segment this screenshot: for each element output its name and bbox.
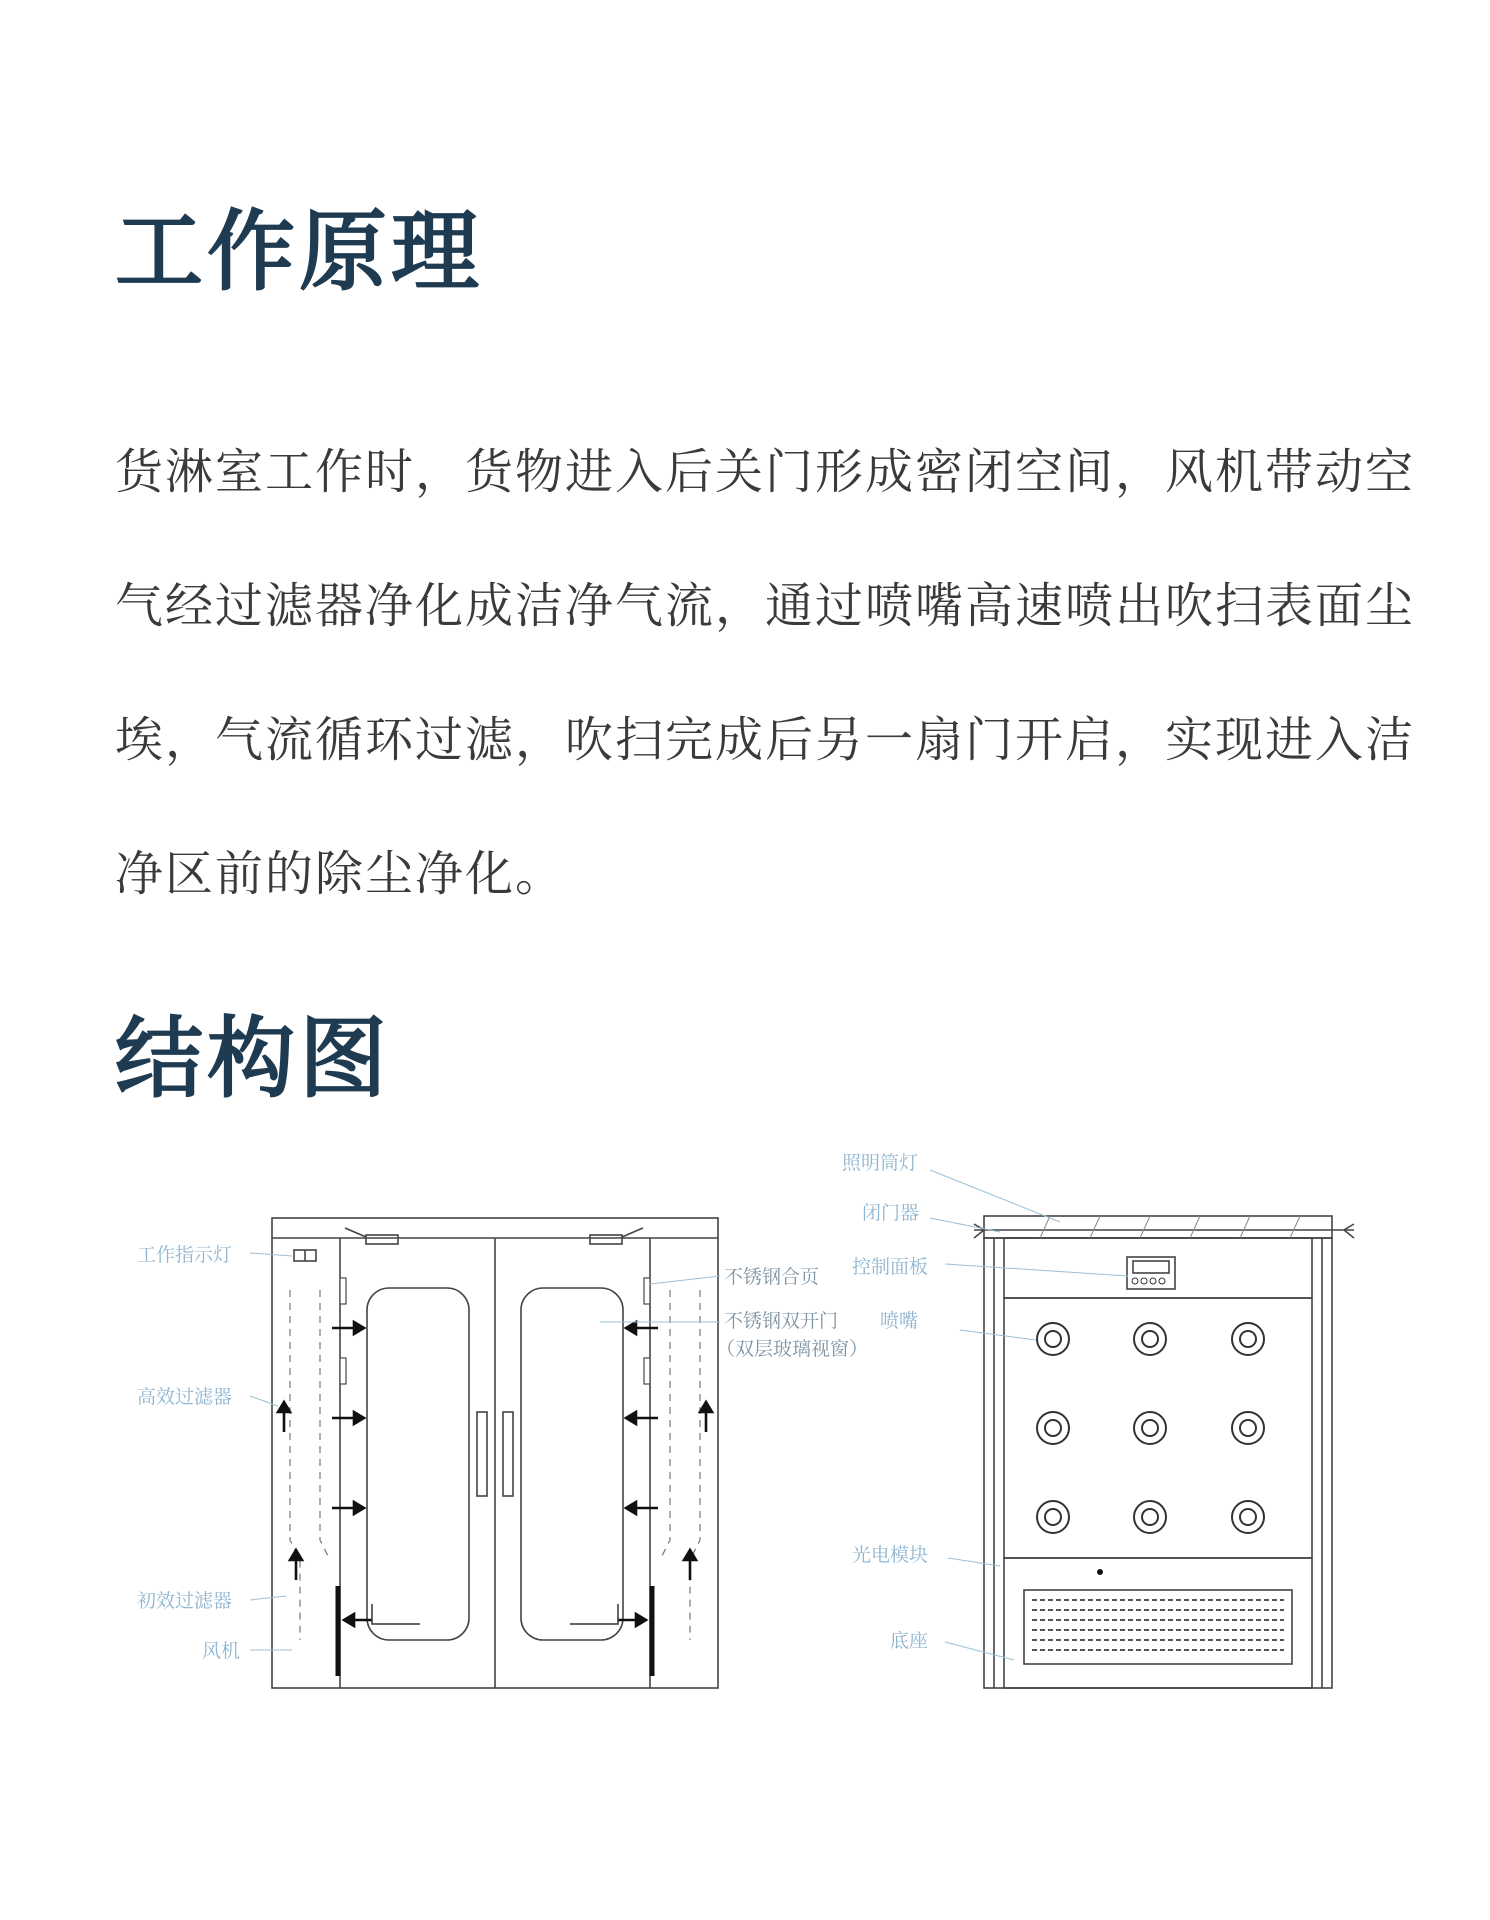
label-base: 底座 <box>890 1630 929 1652</box>
label-photoelectric-module: 光电模块 <box>852 1544 929 1566</box>
paragraph-line: 净区前的除尘净化。 <box>115 846 566 902</box>
label-double-door: 不锈钢双开门 <box>724 1310 839 1332</box>
label-double-glass-window: （双层玻璃视窗） <box>716 1338 869 1360</box>
paragraph-line: 气经过滤器净化成洁净气流，通过喷嘴高速喷出吹扫表面尘 <box>115 578 1416 634</box>
label-prefilter: 初效过滤器 <box>137 1590 233 1612</box>
label-door-closer: 闭门器 <box>862 1202 920 1224</box>
door-handle-left <box>477 1412 487 1496</box>
photoelectric-sensor <box>1097 1569 1103 1575</box>
paragraph-line: 货淋室工作时，货物进入后关门形成密闭空间，风机带动空 <box>115 444 1416 500</box>
side-view-diagram <box>760 1140 1380 1700</box>
label-nozzle: 喷嘴 <box>880 1310 919 1332</box>
door-window-left <box>367 1288 469 1640</box>
label-control-panel: 控制面板 <box>852 1256 929 1278</box>
label-stainless-hinge: 不锈钢合页 <box>724 1266 820 1288</box>
front-view-diagram <box>120 1200 740 1700</box>
section-title-structure-diagram: 结构图 <box>115 1007 392 1110</box>
label-lighting-downlight: 照明筒灯 <box>842 1152 919 1174</box>
top-hood <box>984 1216 1332 1238</box>
label-indicator-light: 工作指示灯 <box>137 1244 233 1266</box>
label-hepa-filter: 高效过滤器 <box>137 1386 233 1408</box>
door-window-right <box>521 1288 623 1640</box>
door-handle-right <box>503 1412 513 1496</box>
paragraph-line: 埃，气流循环过滤，吹扫完成后另一扇门开启，实现进入洁 <box>115 712 1416 768</box>
label-fan: 风机 <box>202 1640 241 1662</box>
base-grille <box>1024 1590 1292 1664</box>
working-principle-paragraph <box>115 405 1416 941</box>
nozzle-grid <box>1037 1323 1264 1533</box>
section-title-working-principle: 工作原理 <box>115 200 484 303</box>
